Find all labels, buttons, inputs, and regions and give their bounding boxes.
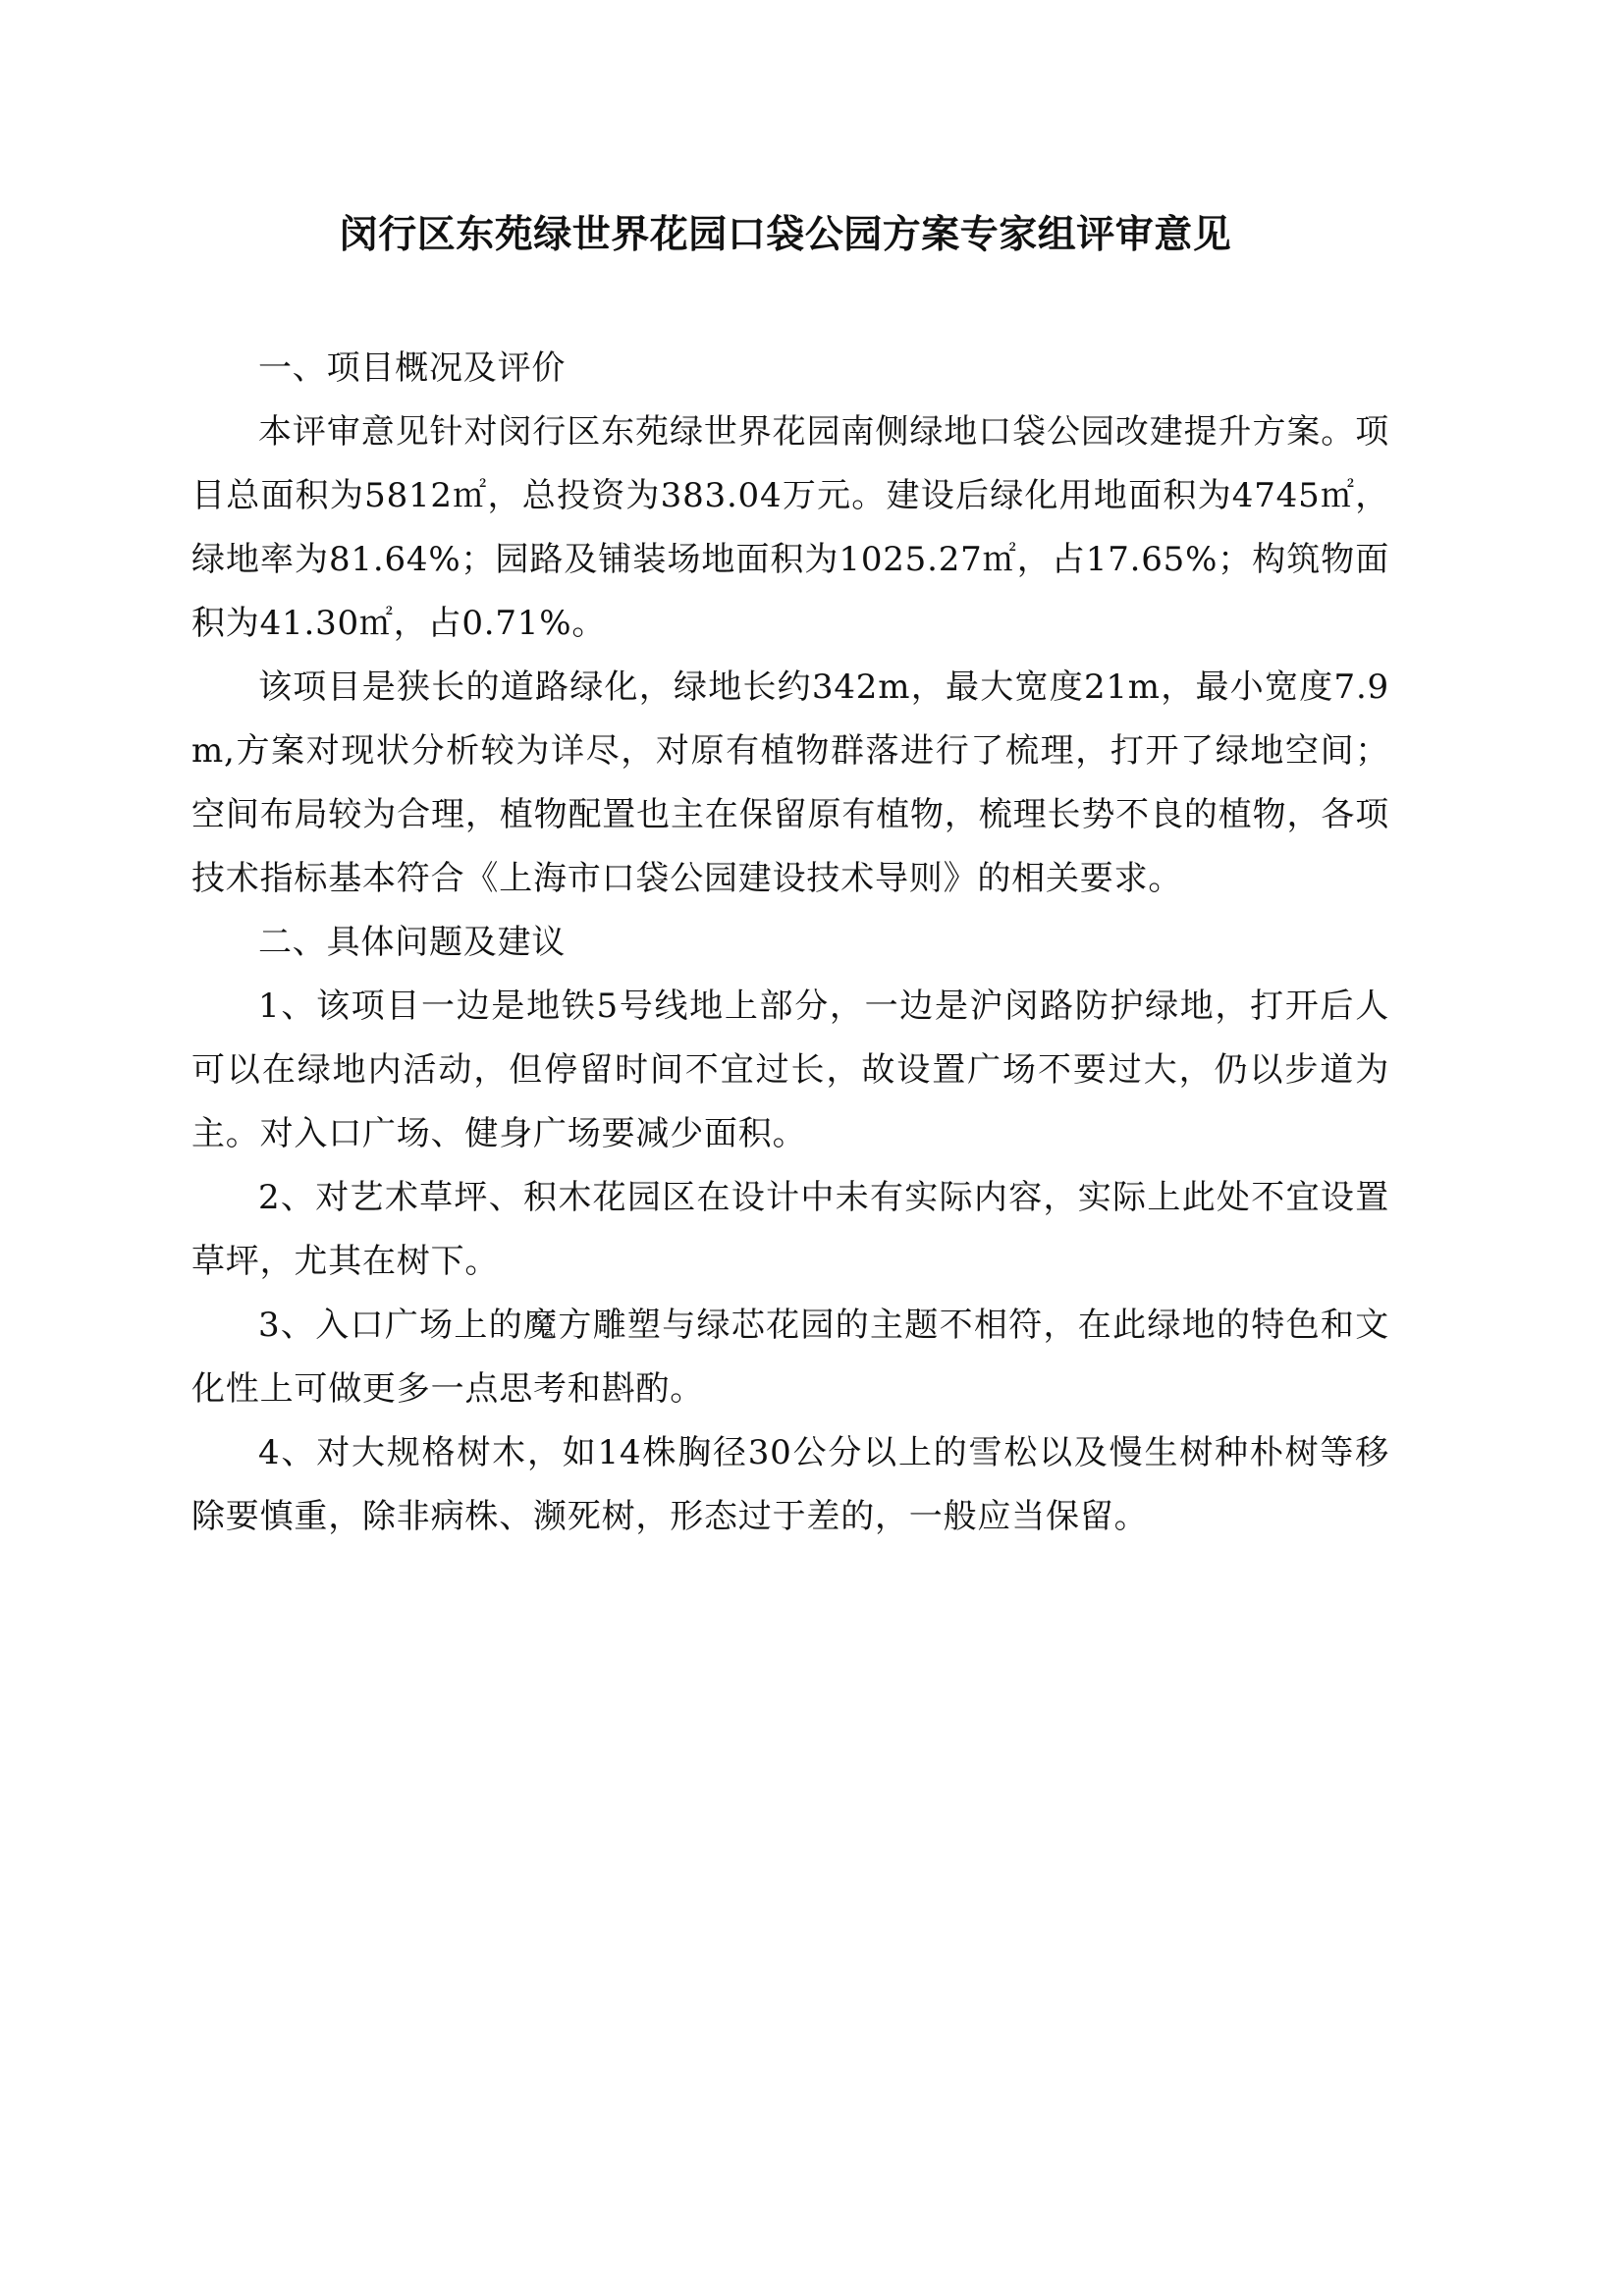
section-heading-overview: 一、项目概况及评价 xyxy=(258,348,567,388)
document-body xyxy=(191,337,1389,1549)
paragraph-issue-1: 1、该项目一边是地铁5号线地上部分，一边是沪闵路防护绿地，打开后人可以在绿地内活动，但停留时间不宜过长，故设置广场不要过大，仍以步道为主。对入口广场、健身广场要减少面积。 xyxy=(191,987,1389,1153)
paragraph-project-evaluation: 该项目是狭长的道路绿化，绿地长约342m，最大宽度21m，最小宽度7.9m,方案对现状分析较为详尽，对原有植物群落进行了梳理，打开了绿地空间；空间布局较为合理，植物配置也主在保留原有植物，梳理长势不良的植物，各项技术指标基本符合《上海市口袋公园建设技术导则》的相关要求。 xyxy=(191,667,1389,898)
paragraph-issue-4: 4、对大规格树木，如14株胸径30公分以上的雪松以及慢生树种朴树等移除要慎重，除非病株、濒死树，形态过于差的，一般应当保留。 xyxy=(191,1433,1389,1536)
paragraph-issue-2: 2、对艺术草坪、积木花园区在设计中未有实际内容，实际上此处不宜设置草坪，尤其在树下。 xyxy=(191,1178,1389,1281)
paragraph-issue-3: 3、入口广场上的魔方雕塑与绿芯花园的主题不相符，在此绿地的特色和文化性上可做更多一点思考和斟酌。 xyxy=(191,1306,1389,1409)
section-heading-issues: 二、具体问题及建议 xyxy=(258,923,567,962)
paragraph-project-summary: 本评审意见针对闵行区东苑绿世界花园南侧绿地口袋公园改建提升方案。项目总面积为5812㎡，总投资为383.04万元。建设后绿化用地面积为4745㎡，绿地率为81.64%；园路及铺装场地面积为1025.27㎡，占17.65%；构筑物面积为41.30㎡，占0.71%。 xyxy=(191,412,1389,643)
document-title: 闵行区东苑绿世界花园口袋公园方案专家组评审意见 xyxy=(339,213,1232,257)
